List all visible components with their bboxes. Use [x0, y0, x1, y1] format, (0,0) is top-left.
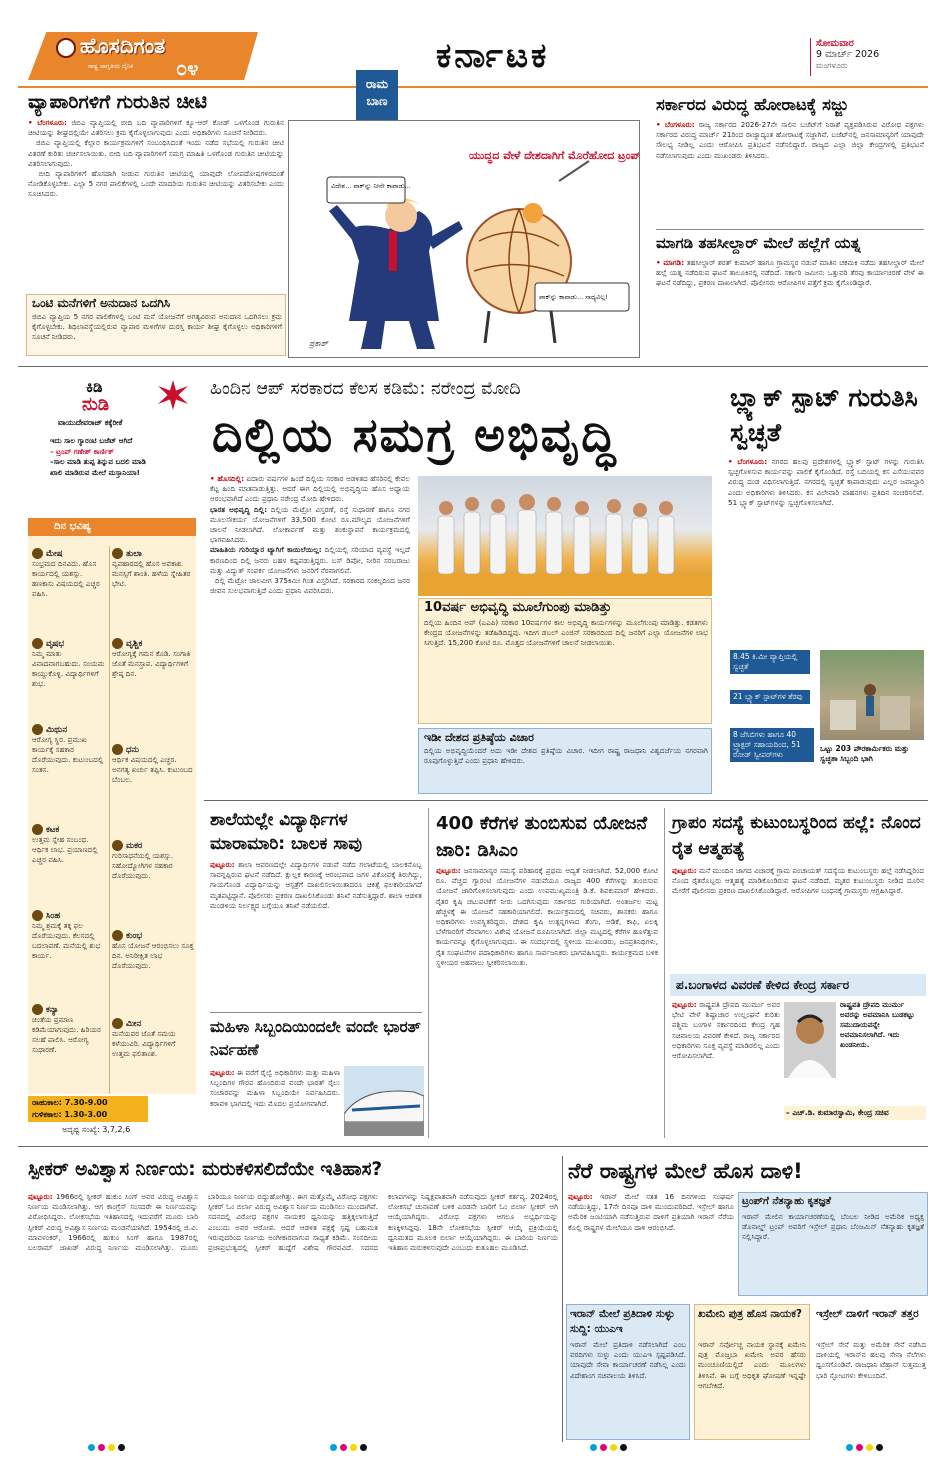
paper-tagline: ರಾಷ್ಟ್ರ ಜಾಗೃತಿಯ ದೈನಿಕ [88, 63, 134, 70]
bubble-left-shape [327, 177, 405, 203]
kataka-icon [32, 824, 43, 835]
modi-p1: ಐದಾರು ವರ್ಷಗಳ ಹಿಂದೆ ದಿಲ್ಲಿಯ ಸರಕಾರ ಆಡಳಿತದ ಹೆಸರಿನಲ್ಲಿ ಕೇವಲ ಕೆಟ್ಟ ಹಿಂದಿ ಮಾತನಾಡುತ್ತಿತ್ತು. ಆದರೆ ಈಗ ದಿಲ್ಲಿಯಲ್ಲಿ ಅಭಿವೃದ್ಧಿಯ ಹೊಸ ಅಧ್ಯಾಯ ಆರಂಭವಾಗಿದೆ ಎಂದು ಪ್ರಧಾನಿ ನರೇಂದ್ರ ಮೋದಿ ಹೇಳಿದರು. [210, 474, 410, 504]
bengal-text: ರಾಷ್ಟ್ರಪತಿ ದ್ರೌಪದಿ ಮುರ್ಮು ಅವರ ಭೇಟಿ ವೇಳೆ ಶಿಷ್ಟಾಚಾರ ಉಲ್ಲಂಘನೆ ಕುರಿತು ಪಶ್ಚಿಮ ಬಂಗಾಳ ಸರ್ಕಾರದಿಂದ ಕೇಂದ್ರ ಗೃಹ ಸಚಿವಾಲಯ ವಿವರಣೆ ಕೇಳಿದೆ. ರಾಜ್ಯ ಸರ್ಕಾರದ ಅಧಿಕಾರಿಗಳು ಸೂಕ್ತ ವ್ಯವಸ್ಥೆ ಮಾಡಿರಲಿಲ್ಲ ಎಂದು ಆರೋಪಿಸಲಾಗಿದೆ. [672, 1000, 780, 1061]
horo-sign-mesha: ಮೇಷ ಸಂಭ್ರಮದ ದಿನವಿದು. ಹೊಸ ಕಾರ್ಯದಲ್ಲಿ ಯಶಸ್ಸು. ಹಣಕಾಸು ವಿಷಯದಲ್ಲಿ ಎಚ್ಚರ ವಹಿಸಿ. [32, 548, 100, 598]
rahukala: ರಾಹುಕಾಲ: 7.30-9.00 [32, 1098, 108, 1107]
horo-sign-kanya: ಕನ್ಯಾ ಚಿಂತೆಯ ಪ್ರಮಾಣ ಕಡಿಮೆಯಾಗುವುದು. ಹಿರಿಯರ ಸಲಹೆ ಪಾಲಿಸಿ. ಆರೋಗ್ಯ ಸುಧಾರಣೆ. [32, 1004, 101, 1054]
speaker-headline: ಸ್ಪೀಕರ್ ಅವಿಶ್ವಾಸ ನಿರ್ಣಯ: ಮರುಕಳಿಸಲಿದೆಯೇ ಇತಿಹಾಸ? [28, 1159, 383, 1180]
protest-dateline: • ಬೆಂಗಳೂರು: [656, 120, 695, 129]
gp-body [672, 866, 924, 968]
school-divider [210, 1012, 422, 1013]
lakes-body [436, 866, 658, 1138]
section-divider-2 [204, 800, 928, 801]
rahu-box [28, 1096, 148, 1122]
gulikakala: ಗುಳಿಕಕಾಲ: 1.30-3.00 [32, 1110, 108, 1119]
traders-sub-body: ಜಿಬಿಎ ವ್ಯಾಪ್ತಿಯ 5 ನಗರ ಪಾಲಿಕೆಗಳಲ್ಲಿ ಒಂಟಿ ಮನೆ ಯೋಜನೆಗೆ ಅಗತ್ಯವಿರುವ ಅನುದಾನ ಒದಗಿಸಲು ಕ್ರಮ ಕೈಗೊಳ್ಳಬೇಕು. ಶಿಥಿಲಾವಸ್ಥೆಯಲ್ಲಿರುವ ವ್ಯಾಪಾರ ಮಳಿಗೆಗಳ ದುರಸ್ತಿ ಕಾರ್ಯ ಶೀಘ್ರ ಕೈಗೊಳ್ಳಲು ಅಧಿಕಾರಿಗಳಿಗೆ ಸೂಚನೆ ನೀಡಿದರು. [32, 312, 282, 342]
horo-sign-tula: ತುಲಾ ವ್ಯವಹಾರದಲ್ಲಿ ಹೊಸ ಅವಕಾಶ. ಮನಸ್ಸಿಗೆ ಶಾಂತಿ. ಹಳೆಯ ಸ್ನೇಹಿತರ ಭೇಟಿ. [112, 548, 191, 588]
traders-p3: ಬೀದಿ ವ್ಯಾಪಾರಿಗಳಿಗೆ ಹೊಸದಾಗಿ ನೀಡುವ ಗುರುತಿನ ಚೀಟಿಯಲ್ಲಿ ಯಾವುದೇ ಲೋಪದೋಷಗಳಿರದಂತೆ ನೋಡಿಕೊಳ್ಳಬೇಕು. ಎಲ್ಲಾ 5 ನಗರ ಪಾಲಿಕೆಗಳಲ್ಲಿ ಒಂದೇ ಮಾದರಿಯ ಗುರುತಿನ ಚೀಟಿಯನ್ನು ವಿತರಿಸಬೇಕು ಎಂದು ಸೂಚಿಸಿದರು. [28, 169, 284, 199]
stat-2: 21 ಬ್ಲ್ಯಾಕ್ ಸ್ಪಾಟ್‌ಗಳ ತೆರವು [730, 690, 810, 704]
bengal-dateline: ಪುಟ್ಟೂರು: [672, 1000, 697, 1009]
meena-icon [112, 1018, 123, 1029]
horoscope-col-divider [109, 546, 110, 1094]
protest-headline: ಸರ್ಕಾರದ ವಿರುದ್ಧ ಹೋರಾಟಕ್ಕೆ ಸಜ್ಜು [656, 95, 849, 114]
magadi-body [656, 258, 924, 358]
khamenei-body: ಇರಾನ್ ಸರ್ವೋಚ್ಚ ನಾಯಕ ಸ್ಥಾನಕ್ಕೆ ಖಮೇನಿ ಪುತ್ರ ಮೊಜ್ತಬಾ ಖಮೇನಿ ಅವರ ಹೆಸರು ಮುಂಚೂಣಿಯಲ್ಲಿದೆ ಎಂದು ಮೂಲಗಳು ತಿಳಿಸಿವೆ. ಈ ಬಗ್ಗೆ ಅಧಿಕೃತ ಘೋಷಣೆ ಇನ್ನಷ್ಟೇ ಆಗಬೇಕಿದೆ. [698, 1340, 806, 1390]
lamp-icon [56, 38, 76, 58]
traders-dateline: • ಬೆಂಗಳೂರು: [28, 118, 67, 127]
vande-text: ಈ ವರೆಗೆ ರೈಲ್ವೆ ಅಧಿಕಾರಿಗಳು ಮತ್ತು ಮಹಿಳಾ ಸಿಬ್ಬಂದಿಗಳ ಗೌರವ ಹೊಂದಿರುವ ವಂದೇ ಭಾರತ್ ರೈಲು ಸಂಚಾರವನ್ನು ಮಹಿಳಾ ಸಿಬ್ಬಂದಿಯೇ ನಿರ್ವಹಿಸಿದರು. ಕರಾವಳಿ ಭಾಗದಲ್ಲಿ ಇದು ಮೊದಲ ಪ್ರಯೋಗವಾಗಿದೆ. [210, 1068, 340, 1108]
traders-p1: ಜಿಬಿಎ ವ್ಯಾಪ್ತಿಯಲ್ಲಿ ಬೀದಿ ಬದಿ ವ್ಯಾಪಾರಿಗಳಿಗೆ ಕ್ಯೂ-ಆರ್ ಕೋಡ್ ಒಳಗೊಂಡ ಗುರುತಿನ ಚೀಟಿಯನ್ನು ಶೀಘ್ರದಲ್ಲಿಯೇ ವಿತರಿಸಲು ಕ್ರಮ ಕೈಗೊಳ್ಳಲಾಗುವುದು ಎಂದು ಅಧಿಕಾರಿಗಳು ಸೂಚನೆ ನೀಡಿದರು. [28, 118, 284, 138]
dhanu-icon [112, 744, 123, 755]
horo-sign-vrushabha: ವೃಷಭ ನಿಮ್ಮ ಮಾತು ವಿವಾದವಾಗಬಹುದು. ಸಂಯಮ ಕಾಯ್ದುಕೊಳ್ಳಿ. ವಿದ್ಯಾರ್ಥಿಗಳಿಗೆ ಶುಭ. [32, 638, 105, 688]
paper-name: ಹೊಸದಿಗಂತ [80, 34, 166, 58]
city: ಮಂಗಳೂರು [816, 61, 848, 70]
school-dateline: ಪುಟ್ಟೂರು: [210, 860, 235, 869]
bubble-left-text: ವಿದೇಶ... ಪಾಕ್‌ನ್ನು ನೀನೇ ಕಾಪಾಡು... [331, 182, 411, 190]
vrushabha-icon [32, 638, 43, 649]
stat-4: ಒಟ್ಟು 203 ಪೌರಕಾರ್ಮಿಕರು ಮತ್ತು ಸ್ವಚ್ಛತಾ ಸಿಬ್ಬಂದಿ ಭಾಗಿ [820, 744, 909, 763]
school-body [210, 860, 422, 1010]
horoscope-title: ದಿನ ಭವಿಷ್ಯ [54, 521, 91, 532]
bengal-quote: ರಾಷ್ಟ್ರಪತಿ ದ್ರೌಪದಿ ಮುರ್ಮು ಅವರನ್ನು ಅವಮಾನಿಸಿ ಬುಡಕಟ್ಟು ಸಮುದಾಯವನ್ನೇ ಅವಮಾನಿಸಲಾಗಿದೆ. ಇದು ಖಂಡನೀಯ. [840, 1000, 915, 1049]
horo-sign-kumbha: ಕುಂಭ ಹೊಸ ಯೋಜನೆ ಆರಂಭಿಸಲು ಸೂಕ್ತ ದಿನ. ಅನಿರೀಕ್ಷಿತ ಲಾಭ ದೊರೆಯುವುದು. [112, 930, 194, 970]
bengal-headline: ಪ.ಬಂಗಾಳದ ವಿವರಣೆ ಕೇಳಿದ ಕೇಂದ್ರ ಸರ್ಕಾರ [676, 978, 850, 992]
gp-text: ಮನೆ ಮುಂದಿನ ಜಾಗದ ವಿಚಾರಕ್ಕೆ ಗ್ರಾಮ ಪಂಚಾಯತ್ ಸದಸ್ಯೆಯ ಕುಟುಂಬಸ್ಥರು ಹಲ್ಲೆ ನಡೆಸಿದ್ದರಿಂದ ನೊಂದ ರೈತರೊಬ್ಬರು ಆತ್ಮಹತ್ಯೆ ಮಾಡಿಕೊಂಡಿರುವ ಘಟನೆ ನಡೆದಿದೆ. ಮೃತರ ಕುಟುಂಬಸ್ಥರು ನೀಡಿದ ದೂರಿನ ಮೇರೆಗೆ ಪೊಲೀಸರು ಪ್ರಕರಣ ದಾಖಲಿಸಿಕೊಂಡಿದ್ದಾರೆ. ಆರೋಪಿಗಳ ಬಂಧನಕ್ಕೆ ಗ್ರಾಮಸ್ಥರು ಆಗ್ರಹಿಸಿದ್ದಾರೆ. [672, 866, 924, 896]
khamenei-headline: ಖಮೇನಿ ಪುತ್ರ ಹೊಸ ನಾಯಕ? [698, 1308, 803, 1320]
trump-figure [329, 198, 463, 349]
section-divider-3 [18, 1146, 928, 1147]
school-headline: ಶಾಲೆಯಲ್ಲೇ ವಿದ್ಯಾರ್ಥಿಗಳ ಮಾರಾಮಾರಿ: ಬಾಲಕ ಸಾವು [210, 810, 363, 854]
lucky-numbers: ಅದೃಷ್ಟ ಸಂಖ್ಯೆ: 3,7,2,6 [62, 1125, 131, 1134]
modi-box2-headline: ಇಡೀ ದೇಶದ ಪ್ರತಿಷ್ಠೆಯ ವಿಚಾರ [424, 731, 534, 744]
vande-headline: ಮಹಿಳಾ ಸಿಬ್ಬಂದಿಯಿಂದಲೇ ವಂದೇ ಭಾರತ್ ನಿರ್ವಹಣೆ [210, 1018, 421, 1059]
trump-headline: ಟ್ರಂಪ್‌ಗೆ ನೆತನ್ಯಾಹು ಕೃತಜ್ಞತೆ [742, 1196, 831, 1207]
mithuna-icon [32, 724, 43, 735]
traders-p2: ಜಿಬಿಎ ವ್ಯಾಪ್ತಿಯಲ್ಲಿ ಕೆಲ್ಲಾರ ಕಾರ್ಯಕ್ರಮಗಳಿಗೆ ಸಂಬಂಧಿಸಿದಂತೆ ಇಂದು ನಡೆದ ಸಭೆಯಲ್ಲಿ ಗುರುತಿನ ಚೀಟಿ ವಿತರಣೆ ಕುರಿತು ಚರ್ಚಿಸಲಾಯಿತು. ಬೀದಿ ಬದಿ ವ್ಯಾಪಾರಿಗಳಿಗೆ ಸಮಗ್ರ ಮಾಹಿತಿ ಒಳಗೊಂಡ ಗುರುತಿನ ಚೀಟಿಯನ್ನು ವಿತರಿಸಲಾಗುವುದು. [28, 138, 284, 168]
blackspot-text: ನಗರದ ಹಲವು ಪ್ರದೇಶಗಳಲ್ಲಿ ಬ್ಲ್ಯಾಕ್ ಸ್ಪಾಟ್ ಗಳನ್ನು ಗುರುತಿಸಿ ಸ್ವಚ್ಛಗೊಳಿಸುವ ಕಾರ್ಯವನ್ನು ಪಾಲಿಕೆ ಕೈಗೊಂಡಿದೆ. ರಸ್ತೆ ಬದಿಯಲ್ಲಿ ಕಸ ಎಸೆಯುವವರ ವಿರುದ್ಧ ದಂಡ ವಿಧಿಸಲಾಗುತ್ತಿದೆ. ನಗರದಲ್ಲಿ ಸ್ವಚ್ಛತೆ ಕಾಪಾಡುವುದು ಎಲ್ಲರ ಜವಾಬ್ದಾರಿ ಎಂದು ಅಧಿಕಾರಿಗಳು ತಿಳಿಸಿದರು. ಕಸ ವಿಲೇವಾರಿ ವಾಹನಗಳು ಪ್ರತಿದಿನ ಸಂಚರಿಸಲಿವೆ. 51 ಬ್ಲ್ಯಾಕ್ ಸ್ಪಾಟ್‌ಗಳನ್ನು ಸ್ವಚ್ಛಗೊಳಿಸಲಾಗಿದೆ. [728, 457, 924, 507]
section-title: ಕರ್ನಾಟಕ [436, 36, 550, 76]
section-divider-1 [18, 366, 928, 367]
gp-headline: ಗ್ರಾಪಂ ಸದಸ್ಯೆ ಕುಟುಂಬಸ್ಥರಿಂದ ಹಲ್ಲೆ: ನೊಂದ ರೈತ ಆತ್ಮಹತ್ಯೆ [672, 813, 921, 859]
tula-icon [112, 548, 123, 559]
mesha-icon [32, 548, 43, 559]
kidi-lines [50, 436, 196, 478]
weekday: ಸೋಮವಾರ [816, 38, 854, 49]
blackspot-headline: ಬ್ಲ್ಯಾಕ್ ಸ್ಪಾಟ್ ಗುರುತಿಸಿ ಸ್ವಚ್ಛತೆ [730, 383, 918, 447]
lakes-headline: 400 ಕೆರೆಗಳ ತುಂಬಿಸುವ ಯೋಜನೆ ಜಾರಿ: ಡಿಸಿಎಂ [436, 813, 648, 861]
magadi-headline: ಮಾಗಡಿ ತಹಸೀಲ್ದಾರ್ ಮೇಲೆ ಹಲ್ಲೆಗೆ ಯತ್ನ [656, 234, 861, 252]
modi-kicker: ಹಿಂದಿನ ಆಪ್ ಸರಕಾರದ ಕೆಲಸ ಕಡಿಮೆ: ನರೇಂದ್ರ ಮೋದಿ [210, 379, 521, 399]
kanya-icon [32, 1004, 43, 1015]
kidi-nudi-box [28, 376, 196, 506]
blackspot-dateline: • ಬೆಂಗಳೂರು: [728, 457, 768, 466]
speaker-body [28, 1192, 558, 1432]
date-box [810, 38, 914, 76]
blackspot-stats [728, 648, 924, 796]
protest-body [656, 120, 924, 226]
israel-headline: ಇಸ್ರೇಲ್ ದಾಳಿಗೆ ಇರಾನ್ ತತ್ತರ [816, 1308, 919, 1320]
col-rule-b [664, 808, 665, 1138]
stat-3: 8 ಜೆಸಿಬಿಗಳು ಹಾಗೂ 40 ಟ್ರ್ಯಾಕ್ಟರ್ ಸಹಾಯದಿಂದ, 51 ರೋಡ್ ಸ್ವೀಪರ್‌ಗಳು [730, 728, 814, 762]
stat-1: 8.45 ಕಿ.ಮೀ ವ್ಯಾಪ್ತಿಯಲ್ಲಿ ಸ್ವಚ್ಛತೆ [730, 650, 810, 674]
masthead [18, 32, 928, 86]
lakes-text: ಜನಸಾಮಾನ್ಯರ ಸಮಸ್ಯೆ ಪರಿಹಾರಕ್ಕೆ ಪ್ರಥಮ ಆದ್ಯತೆ ನೀಡಲಾಗಿದೆ. 52,000 ಕೋಟಿ ರೂ. ವೆಚ್ಚದ ಗ್ಯಾರಂಟಿ ಯೋಜನೆಗಳ ನಡುವೆಯೂ ರಾಜ್ಯದ 400 ಕೆರೆಗಳನ್ನು ತುಂಬಿಸುವ ಯೋಜನೆ ಜಾರಿಗೊಳಿಸಲಾಗುವುದು ಎಂದು ಉಪಮುಖ್ಯಮಂತ್ರಿ ಡಿ.ಕೆ. ಶಿವಕುಮಾರ್ ಹೇಳಿದರು. ರೈತರ ಕೃಷಿ ಚಟುವಟಿಕೆಗೆ ನೀರು ಒದಗಿಸುವುದು ಸರ್ಕಾರದ ಗುರಿಯಾಗಿದೆ. ಅಂತರ್ಜಲ ಮಟ್ಟ ಹೆಚ್ಚಳಕ್ಕೆ ಈ ಯೋಜನೆ ಸಹಕಾರಿಯಾಗಲಿದೆ. ಕಾರ್ಯಕ್ರಮದಲ್ಲಿ ಸಚಿವರು, ಶಾಸಕರು ಹಾಗೂ ಅಧಿಕಾರಿಗಳು ಉಪಸ್ಥಿತರಿದ್ದರು. ದೇಶದ ಕೃಷಿ ಉತ್ಪನ್ನಗಳಾದ ತೆಂಗು, ಅಡಿಕೆ, ಕಾಫಿ, ಏಲಕ್ಕಿ ಬೆಳೆಗಾರರಿಗೆ ನೆರವಾಗಲು ವಿಶೇಷ ಯೋಜನೆ ರೂಪಿಸಲಾಗಿದೆ. ಜಿಲ್ಲಾ ಮಟ್ಟದಲ್ಲಿ ಕೆರೆಗಳ ಹೂಳೆತ್ತುವ ಕಾರ್ಯವನ್ನೂ ಕೈಗೊಳ್ಳಲಾಗುವುದು. ಈ ಸಂದರ್ಭದಲ್ಲಿ ಸ್ಥಳೀಯ ಮುಖಂಡರು, ಜನಪ್ರತಿನಿಧಿಗಳು, ರೈತ ಸಂಘಟನೆಗಳ ಪದಾಧಿಕಾರಿಗಳು ಹಾಗೂ ಸಾರ್ವಜನಿಕರು ಭಾಗವಹಿಸಿದ್ದರು. ಕಾರ್ಯಕ್ರಮದ ಬಳಿಕ ಸ್ಥಳೀಯರ ಅಹವಾಲು ಸ್ವೀಕರಿಸಲಾಯಿತು. [436, 866, 658, 967]
horo-sign-meena: ಮೀನ ಮನೆಯವರ ಜೊತೆ ಸಮಯ ಕಳೆಯುವಿರಿ. ವಿದ್ಯಾರ್ಥಿಗಳಿಗೆ ಉತ್ತಮ ಫಲಿತಾಂಶ. [112, 1018, 176, 1058]
lakes-dateline: ಪುಟ್ಟೂರು: [436, 866, 461, 875]
gulf-dateline: ಪುಟ್ಟೂರು: [568, 1192, 593, 1201]
gp-dateline: ಪುಟ್ಟೂರು: [672, 866, 697, 875]
modi-body [210, 474, 410, 790]
kidi-line-4: ಖಾಲಿ ಮಾಡಿರುವ ಮೇಲೆ ಮಸ್ತಾನಿಯಾ! [50, 467, 140, 477]
speaker-text: 1966ರಲ್ಲಿ ಸ್ಪೀಕರ್ ಹುಕುಂ ಸಿಂಗ್ ಅವರ ವಿರುದ್ಧ ಅವಿಶ್ವಾಸ ನಿರ್ಣಯ ಮಂಡಿಸಲಾಗಿತ್ತು. ಆಗ ಕಾಂಗ್ರೆಸ್ ಸಂಸದರೇ ಈ ನಿರ್ಣಯವನ್ನು ವಿರೋಧಿಸಿದ್ದರು. ಲೋಕಸಭೆಯ ಇತಿಹಾಸದಲ್ಲಿ ಇದುವರೆಗೆ ಮೂರು ಬಾರಿ ಸ್ಪೀಕರ್ ವಿರುದ್ಧ ಅವಿಶ್ವಾಸ ನಿರ್ಣಯ ಮಂಡನೆಯಾಗಿದೆ. 1954ರಲ್ಲಿ ಜಿ.ವಿ. ಮಾವಳಂಕರ್, 1966ರಲ್ಲಿ ಹುಕುಂ ಸಿಂಗ್ ಹಾಗೂ 1987ರಲ್ಲಿ ಬಲರಾಮ್ ಜಾಖಡ್ ವಿರುದ್ಧ ನಿರ್ಣಯ ಮಂಡಿಸಲಾಗಿತ್ತು. ಮೂರು ಬಾರಿಯೂ ನಿರ್ಣಯ ಬಿದ್ದುಹೋಗಿತ್ತು. ಈಗ ಮತ್ತೊಮ್ಮೆ ವಿರೋಧ ಪಕ್ಷಗಳು ಸ್ಪೀಕರ್ ಓಂ ಬಿರ್ಲಾ ವಿರುದ್ಧ ಅವಿಶ್ವಾಸ ನಿರ್ಣಯ ಮಂಡಿಸಲು ಮುಂದಾಗಿವೆ. ಸದನದಲ್ಲಿ ವಿರೋಧ ಪಕ್ಷಗಳ ನಾಯಕರ ಧ್ವನಿಯನ್ನು ಹತ್ತಿಕ್ಕಲಾಗುತ್ತಿದೆ ಎಂಬುದು ಅವರ ಆರೋಪ. ಆದರೆ ಆಡಳಿತ ಪಕ್ಷಕ್ಕೆ ಸ್ಪಷ್ಟ ಬಹುಮತ ಇರುವುದರಿಂದ ನಿರ್ಣಯ ಅಂಗೀಕಾರವಾಗುವ ಸಾಧ್ಯತೆ ಕಡಿಮೆ. ಸಂಸದೀಯ ಪ್ರಜಾಪ್ರಭುತ್ವದಲ್ಲಿ ಸ್ಪೀಕರ್ ಹುದ್ದೆಗೆ ವಿಶೇಷ ಗೌರವವಿದೆ. ಸದನದ ಕಲಾಪಗಳನ್ನು ನಿಷ್ಪಕ್ಷಪಾತವಾಗಿ ನಡೆಸುವುದು ಸ್ಪೀಕರ್ ಕರ್ತವ್ಯ. 2024ರಲ್ಲಿ ಲೋಕಸಭೆ ಚುನಾವಣೆ ಬಳಿಕ ಎರಡನೇ ಬಾರಿಗೆ ಓಂ ಬಿರ್ಲಾ ಸ್ಪೀಕರ್ ಆಗಿ ಆಯ್ಕೆಯಾಗಿದ್ದರು. ವಿರೋಧ ಪಕ್ಷಗಳು ಆಗಲೂ ಅಭ್ಯರ್ಥಿಯನ್ನು ಕಣಕ್ಕಿಳಿಸಿದ್ದವು. 18ನೇ ಲೋಕಸಭೆಯ ಸ್ಪೀಕರ್ ಆಯ್ಕೆ ಪ್ರಕ್ರಿಯೆಯಲ್ಲಿ ಧ್ವನಿಮತದ ಮೂಲಕ ಬಿರ್ಲಾ ಆಯ್ಕೆಯಾಗಿದ್ದರು. ಈ ಬಾರಿಯ ನಿರ್ಣಯ ಇತಿಹಾಸ ಮರುಕಳಿಸುವುದೇ ಎಂಬುದು ಕುತೂಹಲ ಮೂಡಿಸಿದೆ. [28, 1192, 558, 1253]
vande-train-photo [344, 1066, 424, 1136]
col-rule-a [428, 808, 429, 1138]
kumbha-icon [112, 930, 123, 941]
modi-p2: ದಿಲ್ಲಿಯ ಮೆಟ್ರೋ ವಿಸ್ತರಣೆ, ರಸ್ತೆ ಸುಧಾರಣೆ ಹಾಗೂ ನಗರ ಮೂಲಸೌಕರ್ಯ ಯೋಜನೆಗಳಿಗೆ 33,500 ಕೋಟಿ ರೂ.ಮೌಲ್ಯದ ಯೋಜನೆಗಳಿಗೆ ಚಾಲನೆ ನೀಡಲಾಗಿದೆ. ಲೋಕಾರ್ಪಣೆ ಮತ್ತು ಶಂಕುಸ್ಥಾಪನೆ ಕಾರ್ಯಕ್ರಮದಲ್ಲಿ ಭಾಗವಹಿಸಿದರು. [210, 504, 410, 545]
school-text: ಶಾಲಾ ಆವರಣದಲ್ಲೇ ವಿದ್ಯಾರ್ಥಿಗಳ ನಡುವೆ ನಡೆದ ಗಲಾಟೆಯಲ್ಲಿ ಬಾಲಕನೊಬ್ಬ ಸಾವನ್ನಪ್ಪಿರುವ ಘಟನೆ ನಡೆದಿದೆ. ಕ್ಷುಲ್ಲಕ ಕಾರಣಕ್ಕೆ ಆರಂಭವಾದ ಜಗಳ ವಿಕೋಪಕ್ಕೆ ತಿರುಗಿದ್ದು, ಗಾಯಗೊಂಡ ವಿದ್ಯಾರ್ಥಿಯನ್ನು ಆಸ್ಪತ್ರೆಗೆ ದಾಖಲಿಸಲಾಯಿತಾದರೂ ಚಿಕಿತ್ಸೆ ಫಲಕಾರಿಯಾಗದೆ ಮೃತಪಟ್ಟಿದ್ದಾನೆ. ಪೊಲೀಸರು ಪ್ರಕರಣ ದಾಖಲಿಸಿಕೊಂಡು ತನಿಖೆ ನಡೆಸುತ್ತಿದ್ದಾರೆ. ಶಾಲಾ ಆಡಳಿತ ಮಂಡಳಿಯ ನಿರ್ಲಕ್ಷ್ಯದ ಬಗ್ಗೆಯೂ ತನಿಖೆ ನಡೆಯಲಿದೆ. [210, 860, 422, 910]
magadi-text: ತಹಸೀಲ್ದಾರ್ ಶರತ್ ಕುಮಾರ್ ಹಾಗೂ ಗ್ರಾಮಸ್ಥರ ನಡುವೆ ಮಾತಿನ ಚಕಮಕಿ ನಡೆದು ತಹಸೀಲ್ದಾರ್ ಮೇಲೆ ಹಲ್ಲೆ ಯತ್ನ ನಡೆದಿರುವ ಘಟನೆ ತಾಲೂಕಿನಲ್ಲಿ ನಡೆದಿದೆ. ಸರ್ಕಾರಿ ಜಮೀನು ಒತ್ತುವರಿ ತೆರವು ಕಾರ್ಯಾಚರಣೆ ವೇಳೆ ಈ ಘಟನೆ ನಡೆದಿದ್ದು, ಪ್ರಕರಣ ದಾಖಲಾಗಿದೆ. ಪೊಲೀಸರು ಆರೋಪಿಗಳ ಪತ್ತೆಗೆ ಕ್ರಮ ಕೈಗೊಂಡಿದ್ದಾರೆ. [656, 258, 924, 288]
kidi-title: ಕಿಡಿ [86, 378, 103, 396]
traders-headline: ವ್ಯಾಪಾರಿಗಳಿಗೆ ಗುರುತಿನ ಚೀಟಿ [28, 91, 208, 113]
page-number: ೦೪ [176, 56, 199, 80]
modi-sub1: ಭಾರತ ಅಭಿವೃದ್ಧಿ ದಿಲ್ಲಿ: [210, 504, 267, 514]
ramabana-line2: ಬಾಣ [366, 94, 388, 108]
gulf-headline: ನೆರೆ ರಾಷ್ಟ್ರಗಳ ಮೇಲೆ ಹೊಸ ದಾಳಿ! [568, 1159, 803, 1183]
iran-body: ಇರಾನ್ ಮೇಲೆ ಪ್ರತಿದಾಳಿ ನಡೆಸಲಾಗಿದೆ ಎಂಬ ವರದಿಗಳು ಸುಳ್ಳು ಎಂದು ಯುಎಇ ಸ್ಪಷ್ಟಪಡಿಸಿದೆ. ಯಾವುದೇ ಸೇನಾ ಕಾರ್ಯಾಚರಣೆ ನಡೆಸಿಲ್ಲ ಎಂದು ವಿದೇಶಾಂಗ ಸಚಿವಾಲಯ ತಿಳಿಸಿದೆ. [570, 1340, 686, 1380]
speaker-dateline: ಪುಟ್ಟೂರು: [28, 1192, 53, 1201]
ramabana-tag [356, 70, 398, 120]
registration-dots-mid-right [590, 1444, 627, 1451]
horo-sign-mithuna: ಮಿಥುನ ಆರೋಗ್ಯ ಸ್ಥಿರ. ಪ್ರಮುಖ ಕಾರ್ಯಕ್ಕೆ ಸಹಕಾರ ದೊರೆಯುವುದು. ಕುಟುಂಬದಲ್ಲಿ ಸಂತಸ. [32, 724, 104, 774]
bengal-header [670, 974, 926, 996]
makara-icon [112, 840, 123, 851]
horo-sign-simha: ಸಿಂಹ ನಿಮ್ಮ ಶ್ರಮಕ್ಕೆ ತಕ್ಕ ಫಲ ದೊರೆಯುವುದು. ಕೆಲಸದಲ್ಲಿ ಬದಲಾವಣೆ. ಮನೆಯಲ್ಲಿ ಶುಭ ಕಾರ್ಯ. [32, 910, 101, 960]
bubble-right-text: ಪಾಕ್‌ನ್ನು ಕಾಪಾಡು... ಸಾಧ್ಯವಿಲ್ಲ! [539, 293, 608, 301]
magadi-dateline: • ಮಾಗಡಿ: [656, 258, 685, 267]
col-rule-c [562, 1156, 563, 1442]
modi-box-body: ದಿಲ್ಲಿಯ ಹಿಂದಿನ ಆಪ್ (ಎಎಪಿ) ಸರಕಾರ 10ವರ್ಷಗಳ ಕಾಲ ಅಭಿವೃದ್ಧಿ ಕಾರ್ಯಗಳನ್ನು ಮೂಲೆಗುಂಪು ಮಾಡಿತ್ತು. ಕಡತಗಳು ಕೇಂದ್ರದ ಯೋಜನೆಗಳನ್ನು ತಡೆಹಿಡಿದಿದ್ದವು. ಇದೀಗ ಡಬಲ್ ಎಂಜಿನ್ ಸರಕಾರದಿಂದ ದಿಲ್ಲಿ ಜನರಿಗೆ ಎಲ್ಲಾ ಯೋಜನೆಗಳ ಲಾಭ ಸಿಗುತ್ತಿದೆ. 15,200 ಕೋಟಿ ರೂ. ಮೊತ್ತದ ಯೋಜನೆಗಳಿಗೆ ಚಾಲನೆ ನೀಡಲಾಯಿತು. [424, 618, 708, 648]
masthead-rule [18, 86, 928, 88]
ramabana-line1: ರಾಮ [366, 77, 388, 91]
horoscope-right [112, 548, 194, 1098]
bengal-caption: – ಎಚ್.ಡಿ. ಕುಮಾರಸ್ವಾಮಿ, ಕೇಂದ್ರ ಸಚಿವ [784, 1106, 926, 1120]
horo-sign-makara: ಮಕರ ಗುರಿಸಾಧನೆಯಲ್ಲಿ ಯಶಸ್ಸು. ಸಹೋದ್ಯೋಗಿಗಳ ಸಹಕಾರ ದೊರೆಯುವುದು. [112, 840, 174, 880]
cartoon-illustration [289, 121, 639, 357]
kidi-line-2: – ಟ್ರಂಪ್ ‌ಗಣೇಶ್ ಕಾರ್ಣಿಕ್ [50, 446, 114, 456]
horo-sign-kataka: ಕಟಕ ಉತ್ತಮ ಸ್ನೇಹ ಸಂಬಂಧ. ಆರ್ಥಿಕ ಲಾಭ. ಪ್ರಯಾಣದಲ್ಲಿ ಎಚ್ಚರ ವಹಿಸಿ. [32, 824, 98, 864]
trump-body: ಇರಾನ್ ಮೇಲಿನ ಕಾರ್ಯಾಚರಣೆಯಲ್ಲಿ ಬೆಂಬಲ ನೀಡಿದ ಅಮೆರಿಕ ಅಧ್ಯಕ್ಷ ಡೊನಾಲ್ಡ್ ಟ್ರಂಪ್ ಅವರಿಗೆ ಇಸ್ರೇಲ್ ಪ್ರಧಾನಿ ಬೆಂಜಮಿನ್ ನೆತನ್ಯಾಹು ಕೃತಜ್ಞತೆ ಸಲ್ಲಿಸಿದ್ದಾರೆ. [742, 1212, 924, 1242]
horoscope-left [32, 548, 106, 1098]
modi-sub2: ಮಾಹಿತಿಯ ಗುರಿಯ್ನಾರ ಟ್ಯಾಗಿಗೆ ಕಾಯಿಲೆಯಿಲ್ಲ: [210, 545, 322, 555]
bengal-body [672, 1000, 780, 1136]
cartoon-artist: ಪ್ರಕಾಶ್ [309, 339, 328, 348]
israel-body: ಇಸ್ರೇಲ್ ಸೇನೆ ಮತ್ತು ಅಮೆರಿಕ ಸೇನೆ ನಡೆಸಿದ ದಾಳಿಯಲ್ಲಿ ಇರಾನ್‌ನ ಹಲವು ಸೇನಾ ನೆಲೆಗಳು ಧ್ವಂಸಗೊಂಡಿವೆ. ರಾಜಧಾನಿ ಟೆಹ್ರಾನ್ ಸುತ್ತಮುತ್ತ ಭಾರಿ ಸ್ಫೋಟಗಳು ಕೇಳಿಬಂದಿವೆ. [816, 1340, 926, 1380]
kidi-line-3: –ಸಾಲ ಮಾಡಿ ತುಪ್ಪ ತಿನ್ನುವ ಬದಲಿ ಮಾಡಿ [50, 457, 146, 466]
horoscope-header [28, 518, 196, 536]
cartoon-frame [288, 120, 640, 358]
protest-divider [656, 229, 924, 230]
cartoon-caption: ಯುದ್ಧದ ವೇಳೆ ದೇಶದಾಗಿಗೆ ಮೊರೆಹೋದ ಟ್ರಂಪ್ [469, 149, 639, 162]
registration-dots-mid-left [330, 1444, 367, 1451]
vande-body [210, 1068, 340, 1138]
iran-headline: ಇರಾನ್ ಮೇಲೆ ಪ್ರತಿದಾಳಿ ಸುಳ್ಳು ಸುದ್ದಿ: ಯುಎಇ [570, 1308, 675, 1335]
kidi-author: ವಾಯುದೇವರಾಜ್ ಕಕ್ಕೆರೀಕೆ [58, 418, 123, 427]
simha-icon [32, 910, 43, 921]
modi-p4: ದಿಲ್ಲಿ ಮೆಟ್ರೋ ಜಾಲವೀಗ 375ಕಿಮೀ ಗಿಂತ ವಿಸ್ತರಿಸಿದೆ. ಸರಕಾರದ ಸಂಕಲ್ಪದಿಂದ ಜನರ ಜೀವನ ಸುಲಭವಾಗುತ್ತಿದೆ ಎಂದು ಪ್ರಧಾನಿ ವಿವರಿಸಿದರು. [210, 576, 410, 596]
modi-p3: ದಿಲ್ಲಿಯಲ್ಲಿ ಸರಿಯಾದ ವ್ಯವಸ್ಥೆ ಇಲ್ಲದೆ ಕಾರಣದಿಂದ ದಿಲ್ಲಿ ಜನರು ಬಹಳ ಕಷ್ಟಪಡುತ್ತಿದ್ದರು. ಬಸ್ ಡಿಪೋ, ನೀರಿನ ಸರಬರಾಜು ಮತ್ತು ವಿದ್ಯುತ್ ಸಂಪರ್ಕ ಯೋಜನೆಗಳು ಜನರಿಗೆ ನೆರವಾಗಲಿವೆ. [210, 545, 410, 575]
modi-box2-body: ದಿಲ್ಲಿಯ ಅಭಿವೃದ್ಧಿಯೆಂದರೆ ಅದು ಇಡೀ ದೇಶದ ಪ್ರತಿಷ್ಠೆಯ ವಿಚಾರ. ಇದೀಗ ರಾಷ್ಟ್ರ ರಾಜಧಾನಿ ವಿಶ್ವದರ್ಜೆಯ ನಗರವಾಗಿ ರೂಪುಗೊಳ್ಳುತ್ತಿದೆ ಎಂದು ಪ್ರಧಾನಿ ಹೇಳಿದರು. [424, 746, 708, 766]
nudi-title: ನುಡಿ [82, 394, 110, 415]
date: 9 ಮಾರ್ಚ್ 2026 [816, 49, 880, 60]
blackspot-body [728, 457, 924, 643]
registration-dots-left [88, 1444, 125, 1451]
gulf-body [568, 1192, 734, 1300]
horo-sign-dhanu: ಧನು ಆರ್ಥಿಕ ವಿಷಯದಲ್ಲಿ ಎಚ್ಚರ. ಅನಗತ್ಯ ಖರ್ಚು ತಪ್ಪಿಸಿ. ಕುಟುಂಬದ ಬೆಂಬಲ. [112, 744, 193, 784]
modi-box-headline: 10ವರ್ಷ ಅಭಿವೃದ್ಧಿ ಮೂಲೆಗುಂಪು ಮಾಡಿತ್ತು [424, 600, 612, 615]
blackspot-photo [820, 650, 924, 740]
modi-headline: ದಿಲ್ಲಿಯ ಸಮಗ್ರ ಅಭಿವೃದ್ಧಿ [212, 408, 618, 463]
modi-photo [418, 476, 712, 596]
vrushchika-icon [112, 638, 123, 649]
protest-text: ರಾಜ್ಯ ಸರ್ಕಾರದ 2026-27ನೇ ಸಾಲಿನ ಬಜೆಟ್‌ಗೆ ನಿರಾಶೆ ವ್ಯಕ್ತಪಡಿಸಿರುವ ವಿರೋಧ ಪಕ್ಷಗಳು ಸರ್ಕಾರದ ವಿರುದ್ಧ ಮಾರ್ಚ್ 21ರಿಂದ ರಾಜ್ಯಾದ್ಯಂತ ಹೋರಾಟಕ್ಕೆ ಸಜ್ಜಾಗಿವೆ. ಬಜೆಟ್‌ನಲ್ಲಿ ಜನಸಾಮಾನ್ಯರಿಗೆ ಯಾವುದೇ ಸೌಲಭ್ಯ ನೀಡಿಲ್ಲ ಎಂದು ಆರೋಪಿಸಿ ಪ್ರತಿಭಟನೆ ನಡೆಸಲಿದ್ದಾರೆ. ರಾಜ್ಯದ ಎಲ್ಲಾ ಜಿಲ್ಲಾ ಕೇಂದ್ರಗಳಲ್ಲಿ ಪ್ರತಿಭಟನೆ ನಡೆಸಲಾಗುವುದು ಎಂದು ಮುಖಂಡರು ತಿಳಿಸಿದರು. [656, 120, 924, 160]
modi-dateline: • ಹೊಸದಿಲ್ಲಿ: [210, 474, 244, 483]
kidi-line-1: ಇದು ಸಾಲ ಗ್ಯಾರಂಟಿ ಬಜೆಟ್ ಆಗಿದೆ [50, 436, 133, 445]
registration-dots-right [846, 1444, 883, 1451]
vande-dateline: ಪುಟ್ಟೂರು: [210, 1068, 235, 1077]
horo-sign-vrushchika: ವೃಶ್ಚಿಕ ಆರೋಗ್ಯಕ್ಕೆ ಗಮನ ಕೊಡಿ. ಸಂಗಾತಿ ಜೊತೆ ಮನಸ್ತಾಪ. ವಿದ್ಯಾರ್ಥಿಗಳಿಗೆ ಶ್ರೇಷ್ಠ ದಿನ. [112, 638, 191, 678]
traders-sub-headline: ಒಂಟಿ ಮನೆಗಳಿಗೆ ಅನುದಾನ ಒದಗಿಸಿ [32, 296, 171, 310]
kidi-spark-icon [158, 380, 188, 410]
kumaraswamy-photo [784, 1002, 836, 1078]
traders-body [28, 118, 284, 294]
globe-figure [467, 161, 589, 343]
gulf-text: ಇರಾನ್ ಮೇಲೆ ಸತತ 16 ದಿನಗಳಿಂದ ಸಂಘರ್ಷ ನಡೆಯುತ್ತಿದ್ದು, 17ನೇ ದಿನವೂ ದಾಳಿ ಮುಂದುವರಿದಿದೆ. ಇಸ್ರೇಲ್ ಹಾಗೂ ಅಮೆರಿಕ ಜಂಟಿಯಾಗಿ ನಡೆಸುತ್ತಿರುವ ದಾಳಿಗೆ ಪ್ರತಿಯಾಗಿ ಇರಾನ್ ನೆರೆಯ ಕೊಲ್ಲಿ ರಾಷ್ಟ್ರಗಳ ಮೇಲೆಯೂ ದಾಳಿ ಆರಂಭಿಸಿದೆ. [568, 1192, 734, 1232]
